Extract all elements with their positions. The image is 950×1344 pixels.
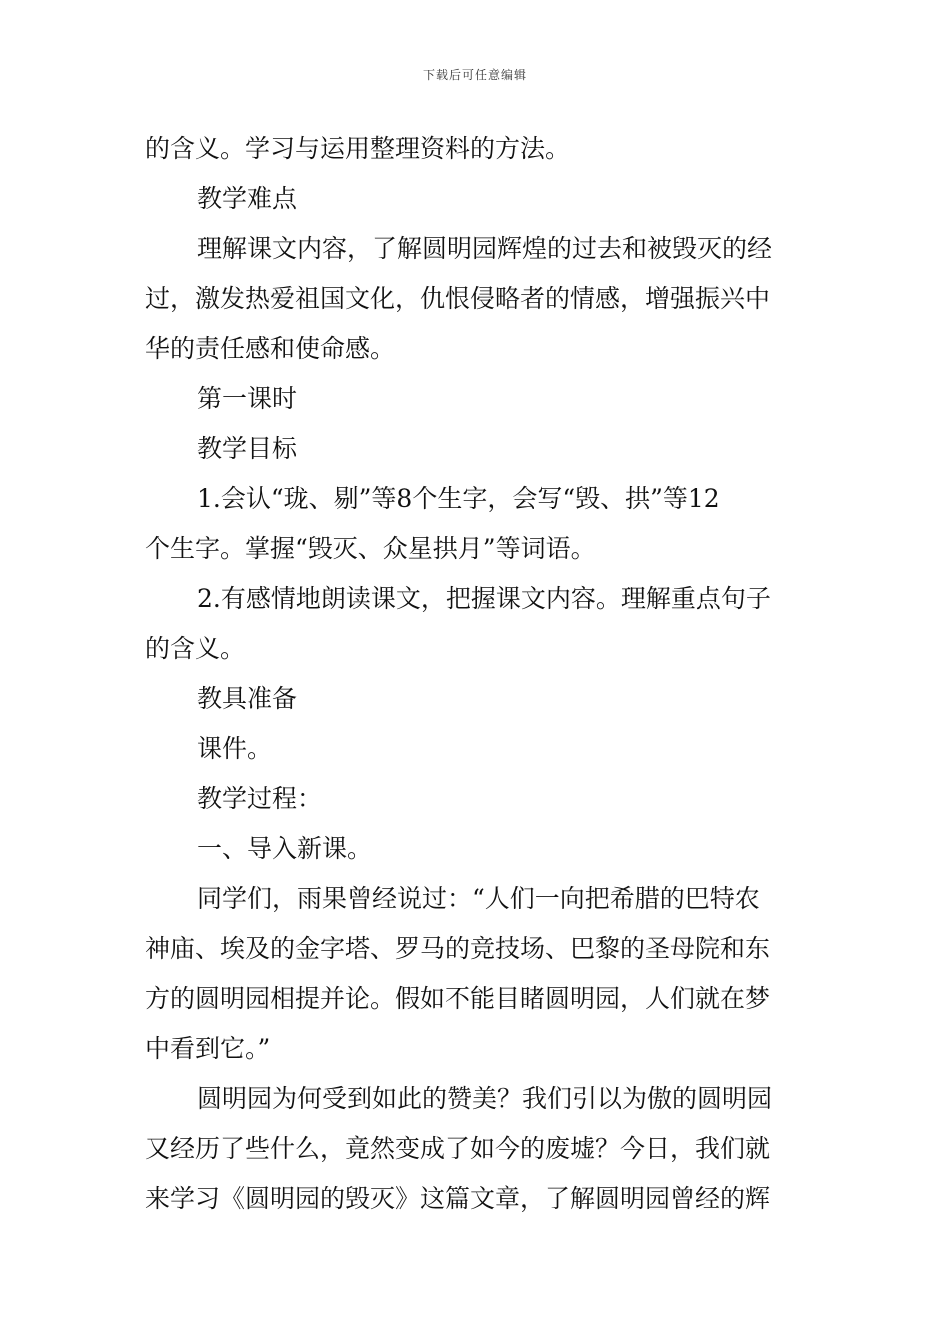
text-line: 方的圆明园相提并论。假如不能目睹圆明园，人们就在梦 bbox=[145, 984, 771, 1013]
text-line: 个生字。掌握“毁灭、众星拱月”等词语。 bbox=[145, 534, 596, 563]
section-heading: 教学过程： bbox=[197, 784, 323, 813]
text-line: 来学习《圆明园的毁灭》这篇文章，了解圆明园曾经的辉 bbox=[145, 1184, 771, 1213]
text-line: 1.会认“珑、剔”等8个生字，会写“毁、拱”等12 bbox=[197, 484, 720, 513]
text-line: 圆明园为何受到如此的赞美？我们引以为傲的圆明园 bbox=[197, 1084, 773, 1113]
text-line: 中看到它。” bbox=[145, 1034, 271, 1063]
text-line: 的含义。 bbox=[145, 634, 246, 663]
section-heading: 教具准备 bbox=[197, 684, 298, 713]
text-line: 的含义。学习与运用整理资料的方法。 bbox=[145, 134, 571, 163]
section-heading: 第一课时 bbox=[197, 384, 298, 413]
text-line: 神庙、埃及的金字塔、罗马的竞技场、巴黎的圣母院和东 bbox=[145, 934, 771, 963]
page-header-note: 下载后可任意编辑 bbox=[422, 68, 527, 82]
text-line: 同学们，雨果曾经说过：“人们一向把希腊的巴特农 bbox=[197, 884, 760, 913]
text-line: 理解课文内容，了解圆明园辉煌的过去和被毁灭的经 bbox=[197, 234, 773, 263]
text-line: 2.有感情地朗读课文，把握课文内容。理解重点句子 bbox=[197, 584, 771, 613]
text-line: 过，激发热爱祖国文化，仇恨侵略者的情感，增强振兴中 bbox=[145, 284, 771, 313]
document-body bbox=[145, 124, 810, 1224]
section-heading: 教学目标 bbox=[197, 434, 298, 463]
section-heading: 教学难点 bbox=[197, 184, 298, 213]
text-line: 课件。 bbox=[197, 734, 273, 763]
text-line: 华的责任感和使命感。 bbox=[145, 334, 396, 363]
text-line: 一、导入新课。 bbox=[197, 834, 373, 863]
text-line: 又经历了些什么，竟然变成了如今的废墟？今日，我们就 bbox=[145, 1134, 771, 1163]
